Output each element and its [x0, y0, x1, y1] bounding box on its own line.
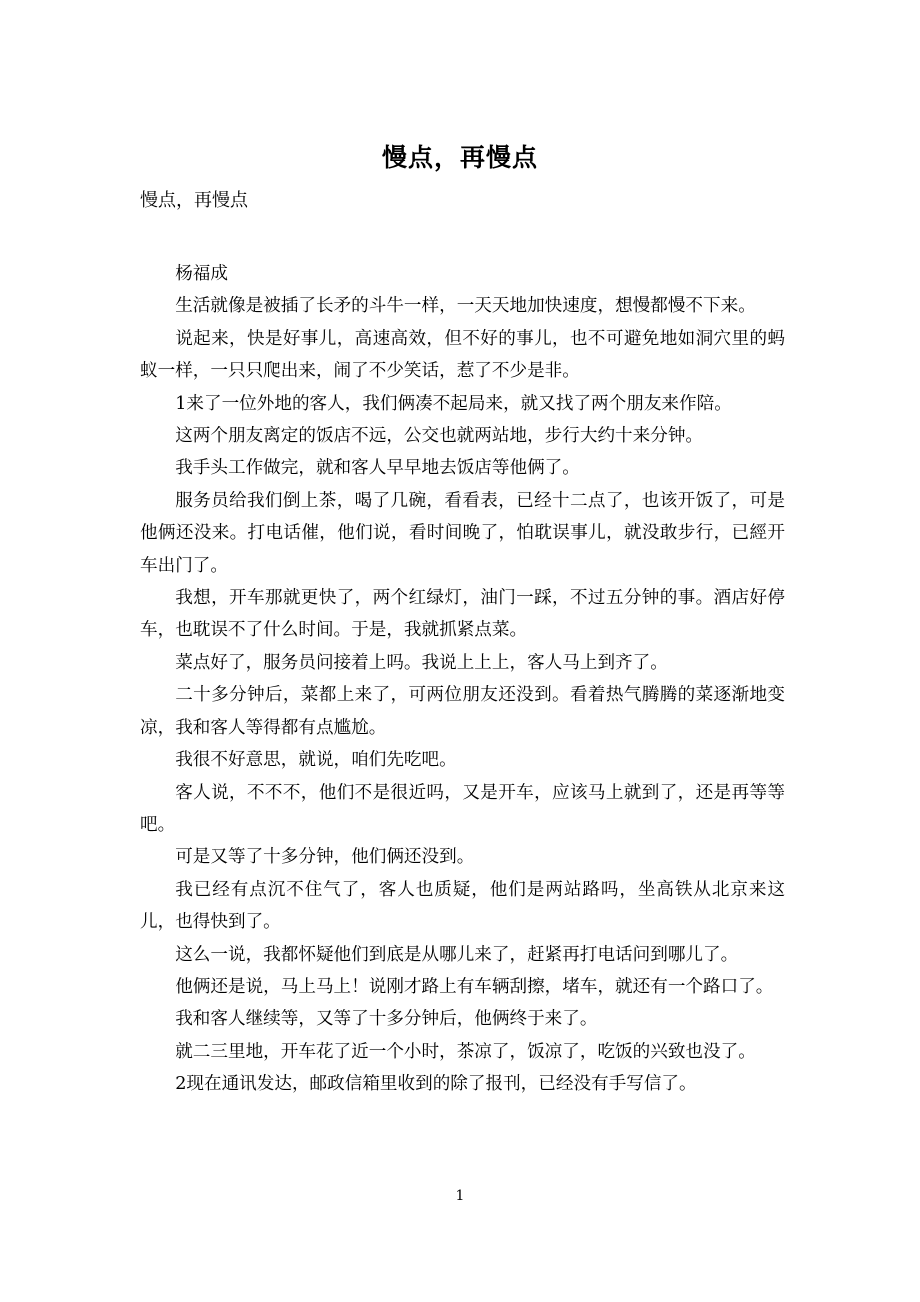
paragraph: 客人说，不不不，他们不是很近吗，又是开车，应该马上就到了，还是再等等吧。: [140, 782, 785, 835]
paragraph: 生活就像是被插了长矛的斗牛一样，一天天地加快速度，想慢都慢不下来。: [175, 296, 756, 317]
document-subtitle: 慢点，再慢点: [140, 190, 248, 211]
paragraph: 我已经有点沉不住气了，客人也质疑，他们是两站路吗，坐高铁从北京来这儿，也得快到了。: [140, 879, 785, 933]
paragraph: 1来了一位外地的客人，我们俩凑不起局来，就又找了两个朋友来作陪。: [175, 393, 732, 414]
author-name: 杨福成: [175, 264, 228, 284]
paragraph: 2现在通讯发达，邮政信箱里收到的除了报刊，已经没有手写信了。: [175, 1074, 697, 1095]
paragraph: 我和客人继续等，又等了十多分钟后，他俩终于来了。: [175, 1009, 598, 1030]
paragraph: 我手头工作做完，就和客人早早地去饭店等他俩了。: [175, 458, 580, 479]
page-number: 1: [455, 1188, 465, 1204]
paragraph: 他俩还是说，马上马上！说刚才路上有车辆刮擦，堵车，就还有一个路口了。: [175, 976, 774, 997]
paragraph: 我想，开车那就更快了，两个红绿灯，油门一踩，不过五分钟的事。酒店好停车，也耽误不了什么时间。于是，我就抓紧点菜。: [140, 588, 785, 641]
paragraph: 这两个朋友离定的饭店不远，公交也就两站地，步行大约十来分钟。: [175, 426, 704, 447]
paragraph: 菜点好了，服务员问接着上吗。我说上上上，客人马上到齐了。: [175, 652, 668, 673]
document-title: 慢点，再慢点: [381, 143, 538, 172]
paragraph: 这么一说，我都怀疑他们到底是从哪儿来了，赶紧再打电话问到哪儿了。: [175, 944, 739, 965]
paragraph: 可是又等了十多分钟，他们俩还没到。: [175, 847, 475, 868]
paragraph: 说起来，快是好事儿，高速高效，但不好的事儿，也不可避免地如洞穴里的蚂蚁一样，一只只爬出来，闹了不少笑话，惹了不少是非。: [140, 328, 785, 382]
paragraph: 服务员给我们倒上茶，喝了几碗，看看表，已经十二点了，也该开饭了，可是他俩还没来。打电话催，他们说，看时间晚了，怕耽误事儿，就没敢步行，已經开车出门了。: [140, 490, 785, 576]
document-body: [140, 258, 785, 1101]
paragraph: 我很不好意思，就说，咱们先吃吧。: [175, 750, 457, 771]
paragraph: 二十多分钟后，菜都上来了，可两位朋友还没到。看着热气腾腾的菜逐渐地变凉，我和客人等得都有点尴尬。: [140, 685, 785, 738]
paragraph: 就二三里地，开车花了近一个小时，茶凉了，饭凉了，吃饭的兴致也没了。: [175, 1041, 756, 1062]
